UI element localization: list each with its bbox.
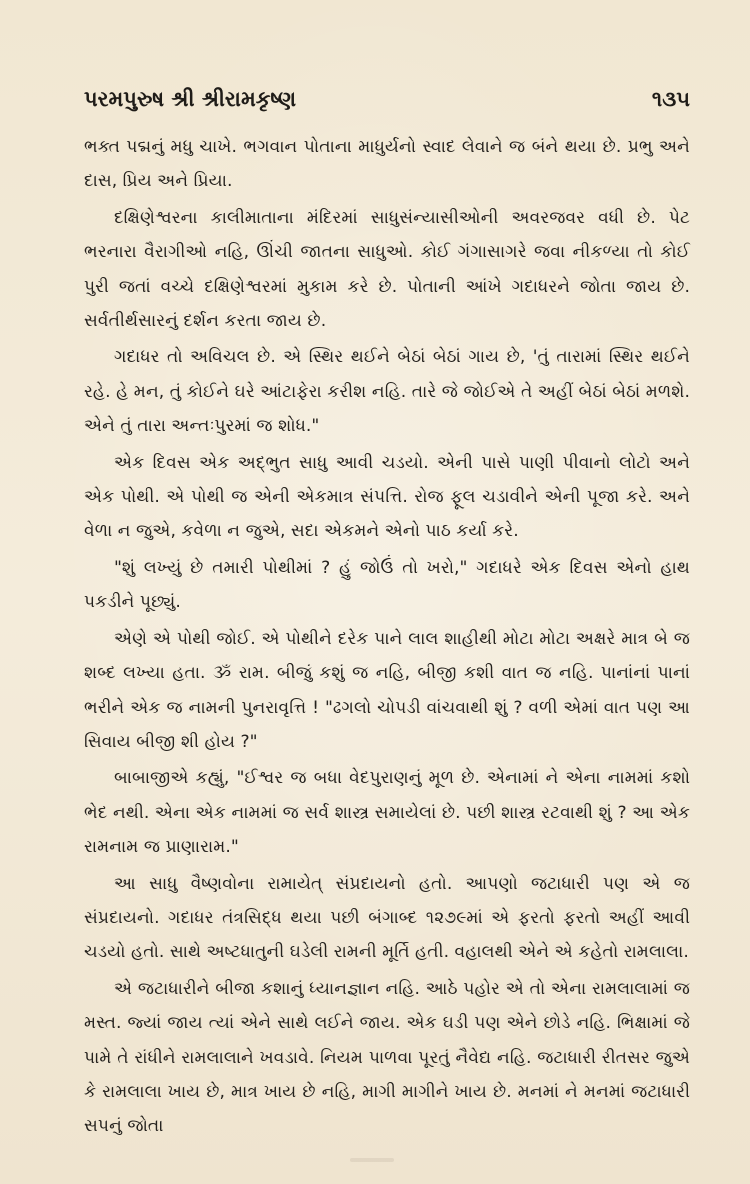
running-title: પરમપુરુષ શ્રી શ્રીરામકૃષ્ણ: [84, 86, 297, 111]
ink-smudge: [350, 1158, 394, 1162]
paragraph-3: ગદાધર તો અવિચલ છે. એ સ્થિર થઈને બેઠાં બેઠાં ગાય છે, 'તું તારામાં સ્થિર થઈને રહે. હે મન, તું કોઈને ઘરે આંટાફેરા કરીશ નહિ. તારે જે જોઈએ તે અહીં બેઠાં બેઠાં મળશે. એને તું તારા અન્તઃપુરમાં જ શોધ.": [84, 347, 690, 437]
body-text: [84, 130, 690, 1146]
paragraph-8: આ સાધુ વૈષ્ણવોના રામાયેત્ સંપ્રદાયનો હતો. આપણો જટાધારી પણ એ જ સંપ્રદાયનો. ગદાધર તંત્રસિદ્ધ થયા પછી બંગાબ્દ ૧૨૭૯માં એ ફરતો ફરતો અહીં આવી ચડયો હતો. સાથે અષ્ટધાતુની ઘડેલી રામની મૂર્તિ હતી. વહાલથી એને એ કહેતો રામલાલા.: [84, 873, 690, 963]
page-header: [84, 82, 690, 116]
paragraph-2: દક્ષિણેશ્વરના કાલીમાતાના મંદિરમાં સાધુસંન્યાસીઓની અવરજવર વધી છે. પેટ ભરનારા વૈરાગીઓ નહિ, ઊંચી જાતના સાધુઓ. કોઈ ગંગાસાગરે જવા નીકળ્યા તો કોઈ પુરી જતાં વચ્ચે દક્ષિણેશ્વરમાં મુકામ કરે છે. પોતાની આંખે ગદાધરને જોતા જાય છે. સર્વતીર્થસારનું દર્શન કરતા જાય છે.: [84, 207, 690, 332]
paragraph-7: બાબાજીએ કહ્યું, "ઈશ્વર જ બધા વેદપુરાણનું મૂળ છે. એનામાં ને એના નામમાં કશો ભેદ નથી. એના એક નામમાં જ સર્વ શાસ્ત્ર સમાયેલાં છે. પછી શાસ્ત્ર રટવાથી શું ? આ એક રામનામ જ પ્રાણારામ.": [84, 768, 690, 858]
paragraph-4: એક દિવસ એક અદ્ભુત સાધુ આવી ચડયો. એની પાસે પાણી પીવાનો લોટો અને એક પોથી. એ પોથી જ એની એકમાત્ર સંપત્તિ. રોજ ફૂલ ચડાવીને એની પૂજા કરે. અને વેળા ન જુએ, કવેળા ન જુએ, સદા એકમને એનો પાઠ કર્યા કરે.: [84, 452, 690, 542]
page-number: ૧૩૫: [651, 86, 690, 111]
paragraph-5: "શું લખ્યું છે તમારી પોથીમાં ? હું જોઉં તો ખરો," ગદાધરે એક દિવસ એનો હાથ પકડીને પૂછ્યું.: [84, 557, 690, 613]
paragraph-6: એણે એ પોથી જોઈ. એ પોથીને દરેક પાને લાલ શાહીથી મોટા મોટા અક્ષરે માત્ર બે જ શબ્દ લખ્યા હતા. ૐ રામ. બીજું કશું જ નહિ, બીજી કશી વાત જ નહિ. પાનાંનાં પાનાં ભરીને એક જ નામની પુનરાવૃત્તિ ! "ઢગલો ચોપડી વાંચવાથી શું ? વળી એમાં વાત પણ આ સિવાય બીજી શી હોય ?": [84, 628, 690, 752]
paragraph-9: એ જટાધારીને બીજા કશાનું ધ્યાનજ્ઞાન નહિ. આઠે પહોર એ તો એના રામલાલામાં જ મસ્ત. જ્યાં જાય ત્યાં એને સાથે લઈને જાય. એક ઘડી પણ એને છોડે નહિ. ભિક્ષામાં જે પામે તે રાંધીને રામલાલાને ખવડાવે. નિયમ પાળવા પૂરતું નૈવેદ્ય નહિ. જટાધારી રીતસર જુએ કે રામલાલા ખાય છે, માત્ર ખાય છે નહિ, માગી માગીને ખાય છે. મનમાં ને મનમાં જટાધારી સપનું જોતા: [84, 978, 690, 1137]
paragraph-1: ભક્ત પદ્મનું મધુ ચાખે. ભગવાન પોતાના માધુર્યનો સ્વાદ લેવાને જ બંને થયા છે. પ્રભુ અને દાસ, પ્રિય અને પ્રિયા.: [84, 137, 690, 192]
